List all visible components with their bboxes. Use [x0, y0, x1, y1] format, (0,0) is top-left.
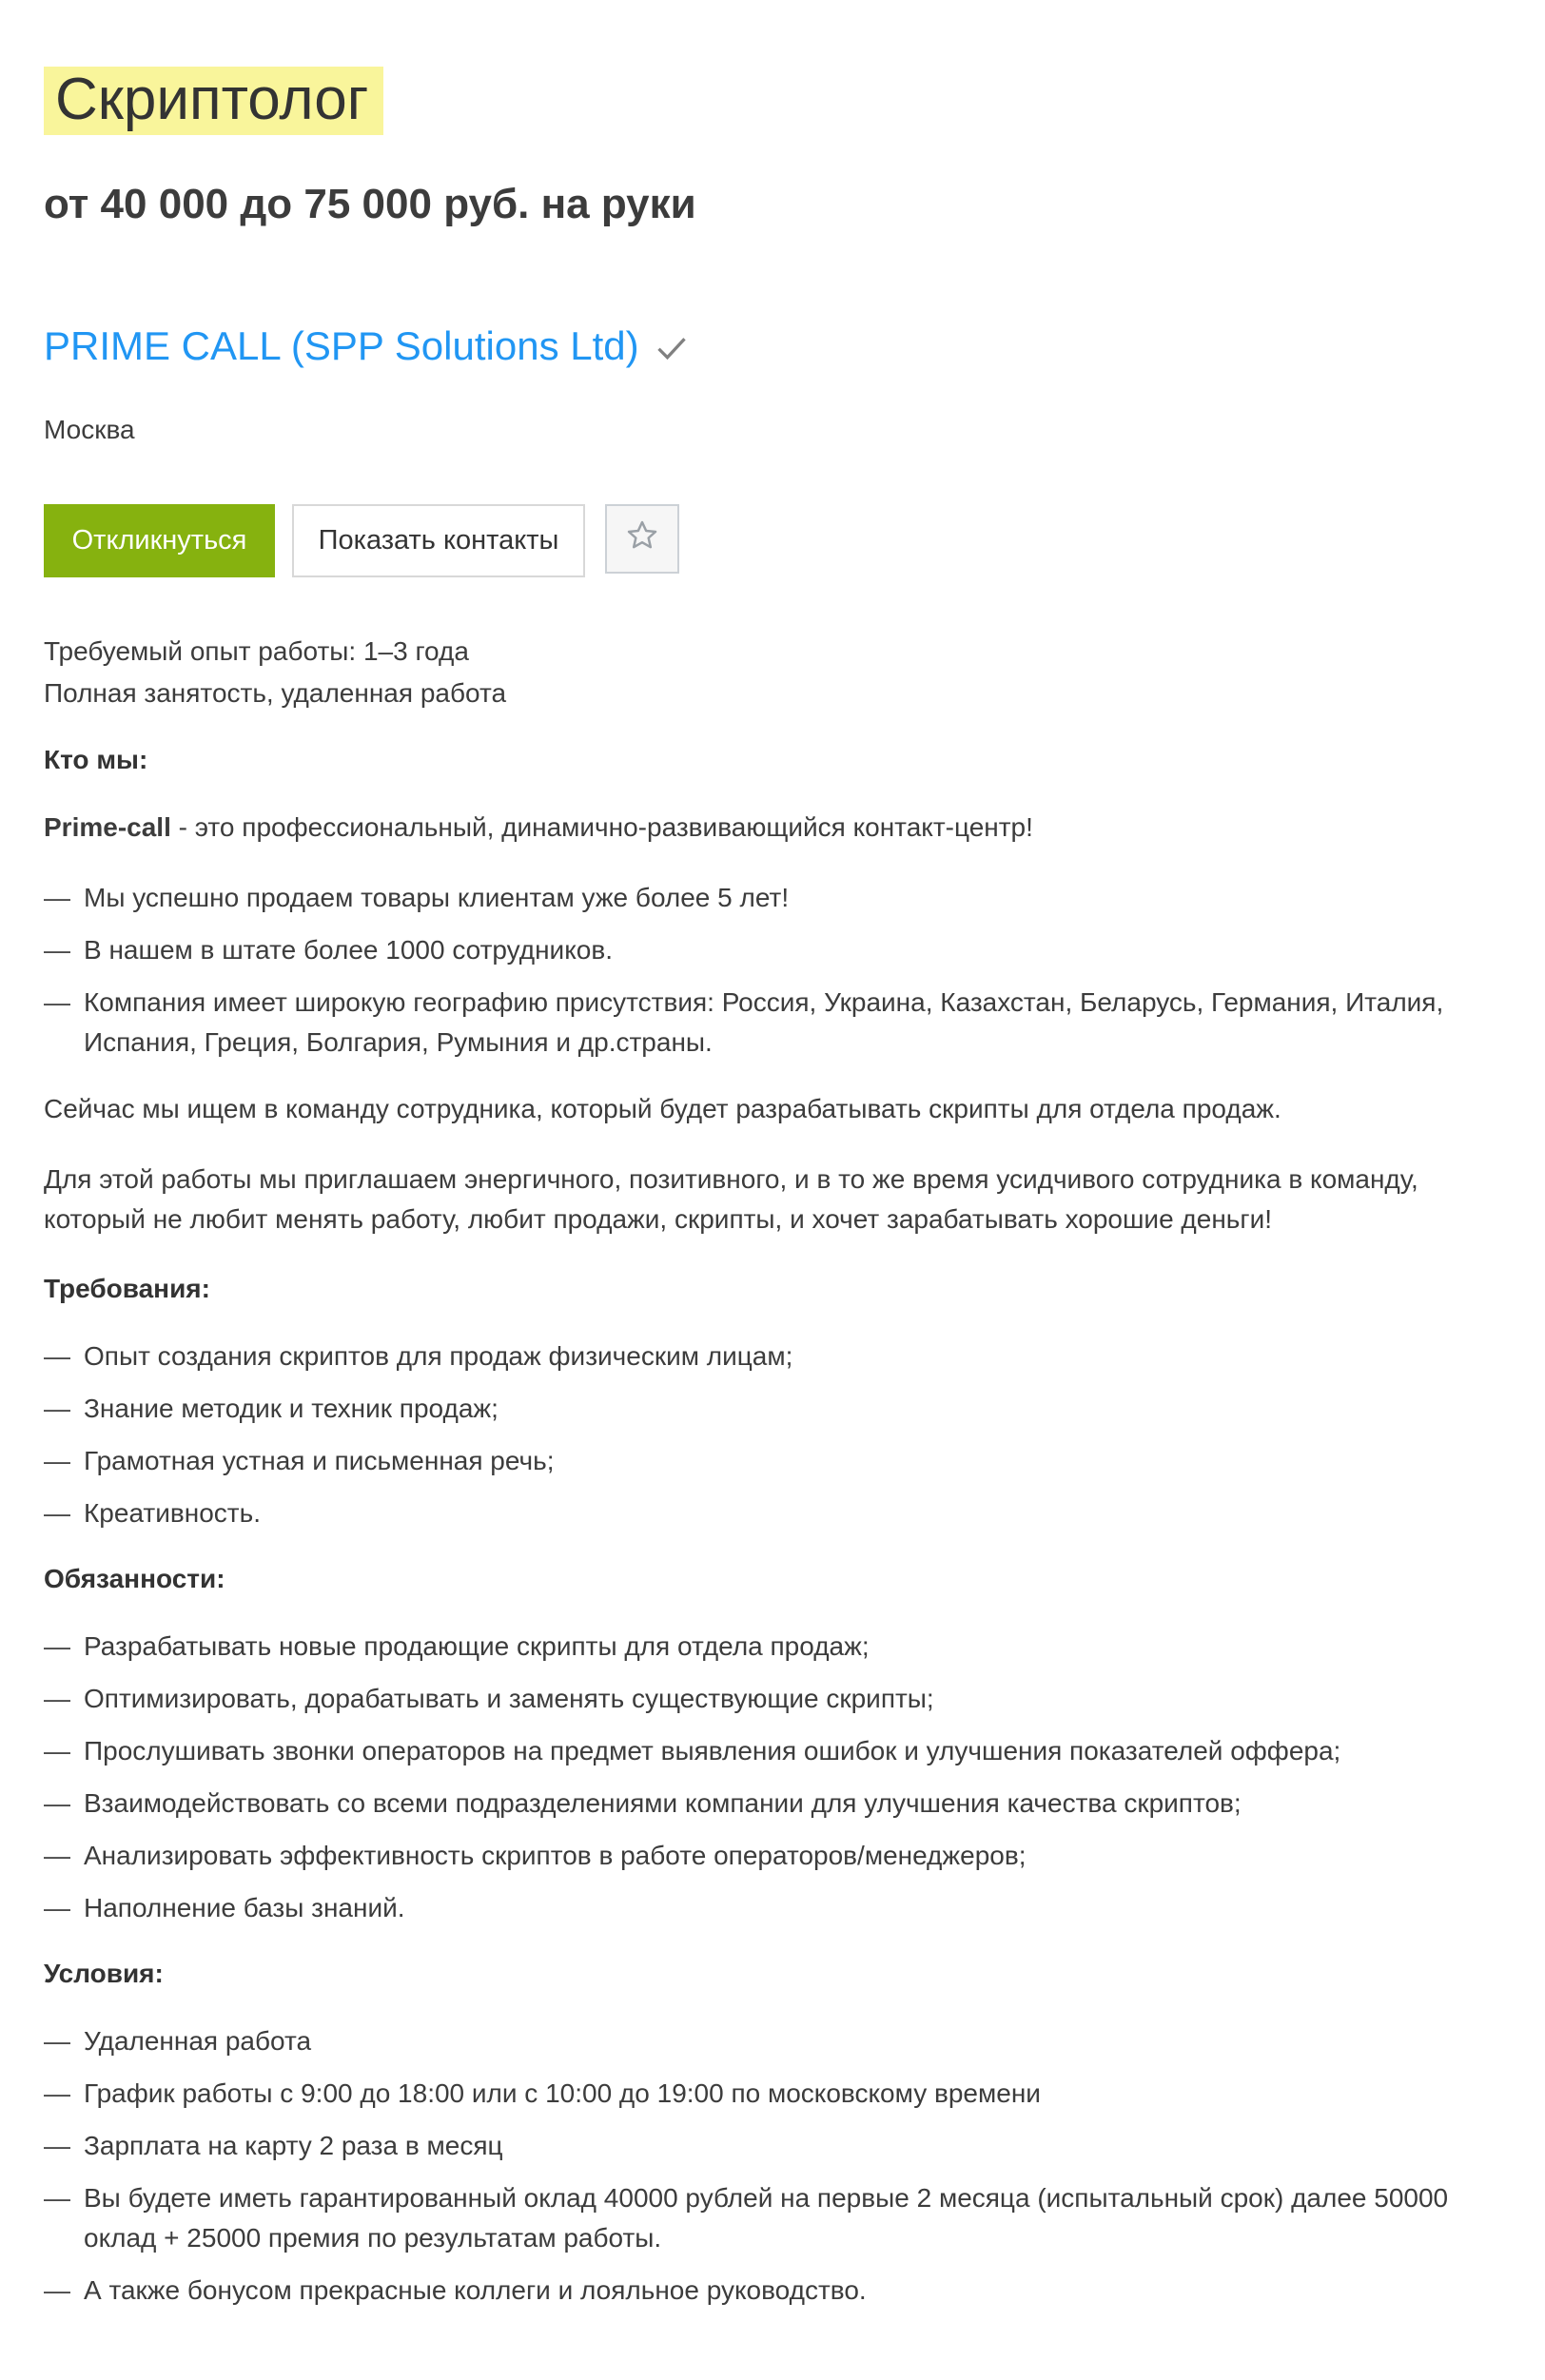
bullet-dash: —	[44, 1841, 70, 1870]
list-item-text: Оптимизировать, дорабатывать и заменять существующие скрипты;	[84, 1684, 934, 1713]
paragraph-text: Для этой работы мы приглашаем энергичного, позитивного, и в то же время усидчивого сотрудника в команду, который не любит менять работу, любит продажи, скрипты, и хочет зарабатывать хорошие деньги!	[44, 1164, 1418, 1234]
list-item-text: Знание методик и техник продаж;	[84, 1394, 499, 1423]
bullet-dash: —	[44, 1788, 70, 1818]
list-item-text: Удаленная работа	[84, 2026, 312, 2056]
company-row	[44, 322, 1501, 371]
list-item-text: Зарплата на карту 2 раза в месяц	[84, 2131, 503, 2160]
list-item	[44, 1336, 1490, 1376]
bullet-dash: —	[44, 2131, 70, 2160]
description-list	[44, 2021, 1490, 2311]
favorite-button[interactable]	[605, 504, 679, 574]
bullet-dash: —	[44, 1893, 70, 1922]
list-item	[44, 1627, 1490, 1667]
bullet-dash: —	[44, 987, 70, 1017]
description-paragraph	[44, 1160, 1490, 1239]
bullet-dash: —	[44, 1341, 70, 1371]
bullet-dash: —	[44, 2275, 70, 2305]
description-list	[44, 1627, 1490, 1928]
check-icon	[655, 334, 689, 367]
list-item	[44, 1836, 1490, 1876]
list-item	[44, 2126, 1490, 2166]
paragraph-text: - это профессиональный, динамично-развивающийся контакт-центр!	[170, 812, 1033, 842]
salary-text: от 40 000 до 75 000 руб. на руки	[44, 181, 696, 227]
description-paragraph	[44, 1089, 1490, 1129]
list-item-text: График работы с 9:00 до 18:00 или с 10:00 до 19:00 по московскому времени	[84, 2078, 1041, 2108]
action-buttons	[44, 504, 1501, 577]
bullet-dash: —	[44, 1394, 70, 1423]
list-item	[44, 1888, 1490, 1928]
list-item-text: Разрабатывать новые продающие скрипты для отдела продаж;	[84, 1631, 870, 1661]
bullet-dash: —	[44, 1446, 70, 1475]
bullet-dash: —	[44, 1498, 70, 1528]
respond-button[interactable]: Откликнуться	[44, 504, 275, 577]
list-item-text: А также бонусом прекрасные коллеги и лояльное руководство.	[84, 2275, 867, 2305]
bullet-dash: —	[44, 935, 70, 965]
experience-text: Требуемый опыт работы: 1–3 года	[44, 636, 469, 666]
list-item-text: Компания имеет широкую географию присутствия: Россия, Украина, Казахстан, Беларусь, Германия, Италия, Испания, Греция, Болгария, Румыния и др.страны.	[84, 987, 1444, 1057]
company-link[interactable]: PRIME CALL (SPP Solutions Ltd)	[44, 323, 639, 368]
section-header: Условия:	[44, 1959, 164, 1988]
list-item	[44, 983, 1490, 1063]
page-title: Скриптолог	[44, 67, 383, 135]
list-item-text: Вы будете иметь гарантированный оклад 40000 рублей на первые 2 месяца (испытальный срок) далее 50000 оклад + 25000 премия по результатам работы.	[84, 2183, 1449, 2253]
list-item-text: Мы успешно продаем товары клиентам уже более 5 лет!	[84, 883, 790, 912]
description-paragraph	[44, 808, 1490, 848]
company-location: Москва	[44, 415, 135, 444]
bullet-dash: —	[44, 1631, 70, 1661]
list-item-text: В нашем в штате более 1000 сотрудников.	[84, 935, 613, 965]
list-item-text: Взаимодействовать со всеми подразделениями компании для улучшения качества скриптов;	[84, 1788, 1242, 1818]
list-item	[44, 2021, 1490, 2061]
list-item-text: Креативность.	[84, 1498, 261, 1528]
list-item	[44, 930, 1490, 970]
vacancy-description	[44, 741, 1490, 2311]
list-item	[44, 1784, 1490, 1824]
list-item	[44, 1731, 1490, 1771]
star-icon	[623, 517, 661, 562]
list-item-text: Опыт создания скриптов для продаж физическим лицам;	[84, 1341, 793, 1371]
list-item	[44, 1679, 1490, 1719]
show-contacts-button[interactable]: Показать контакты	[292, 504, 585, 577]
vacancy-meta	[44, 631, 1501, 714]
description-list	[44, 1336, 1490, 1533]
list-item	[44, 1441, 1490, 1481]
bullet-dash: —	[44, 2078, 70, 2108]
list-item	[44, 1493, 1490, 1533]
bullet-dash: —	[44, 2183, 70, 2213]
paragraph-bold-text: Prime-call	[44, 812, 171, 842]
list-item-text: Грамотная устная и письменная речь;	[84, 1446, 555, 1475]
employment-text: Полная занятость, удаленная работа	[44, 678, 507, 708]
section-header: Требования:	[44, 1274, 210, 1303]
section-header: Кто мы:	[44, 745, 148, 774]
list-item	[44, 1389, 1490, 1429]
list-item-text: Анализировать эффективность скриптов в работе операторов/менеджеров;	[84, 1841, 1027, 1870]
description-list	[44, 878, 1490, 1063]
list-item	[44, 2178, 1490, 2258]
bullet-dash: —	[44, 1684, 70, 1713]
paragraph-text: Сейчас мы ищем в команду сотрудника, который будет разрабатывать скрипты для отдела продаж.	[44, 1094, 1281, 1123]
bullet-dash: —	[44, 2026, 70, 2056]
list-item-text: Прослушивать звонки операторов на предмет выявления ошибок и улучшения показателей оффера;	[84, 1736, 1341, 1765]
list-item	[44, 878, 1490, 918]
list-item	[44, 2271, 1490, 2311]
bullet-dash: —	[44, 883, 70, 912]
list-item	[44, 2074, 1490, 2114]
section-header: Обязанности:	[44, 1564, 225, 1593]
list-item-text: Наполнение базы знаний.	[84, 1893, 405, 1922]
bullet-dash: —	[44, 1736, 70, 1765]
